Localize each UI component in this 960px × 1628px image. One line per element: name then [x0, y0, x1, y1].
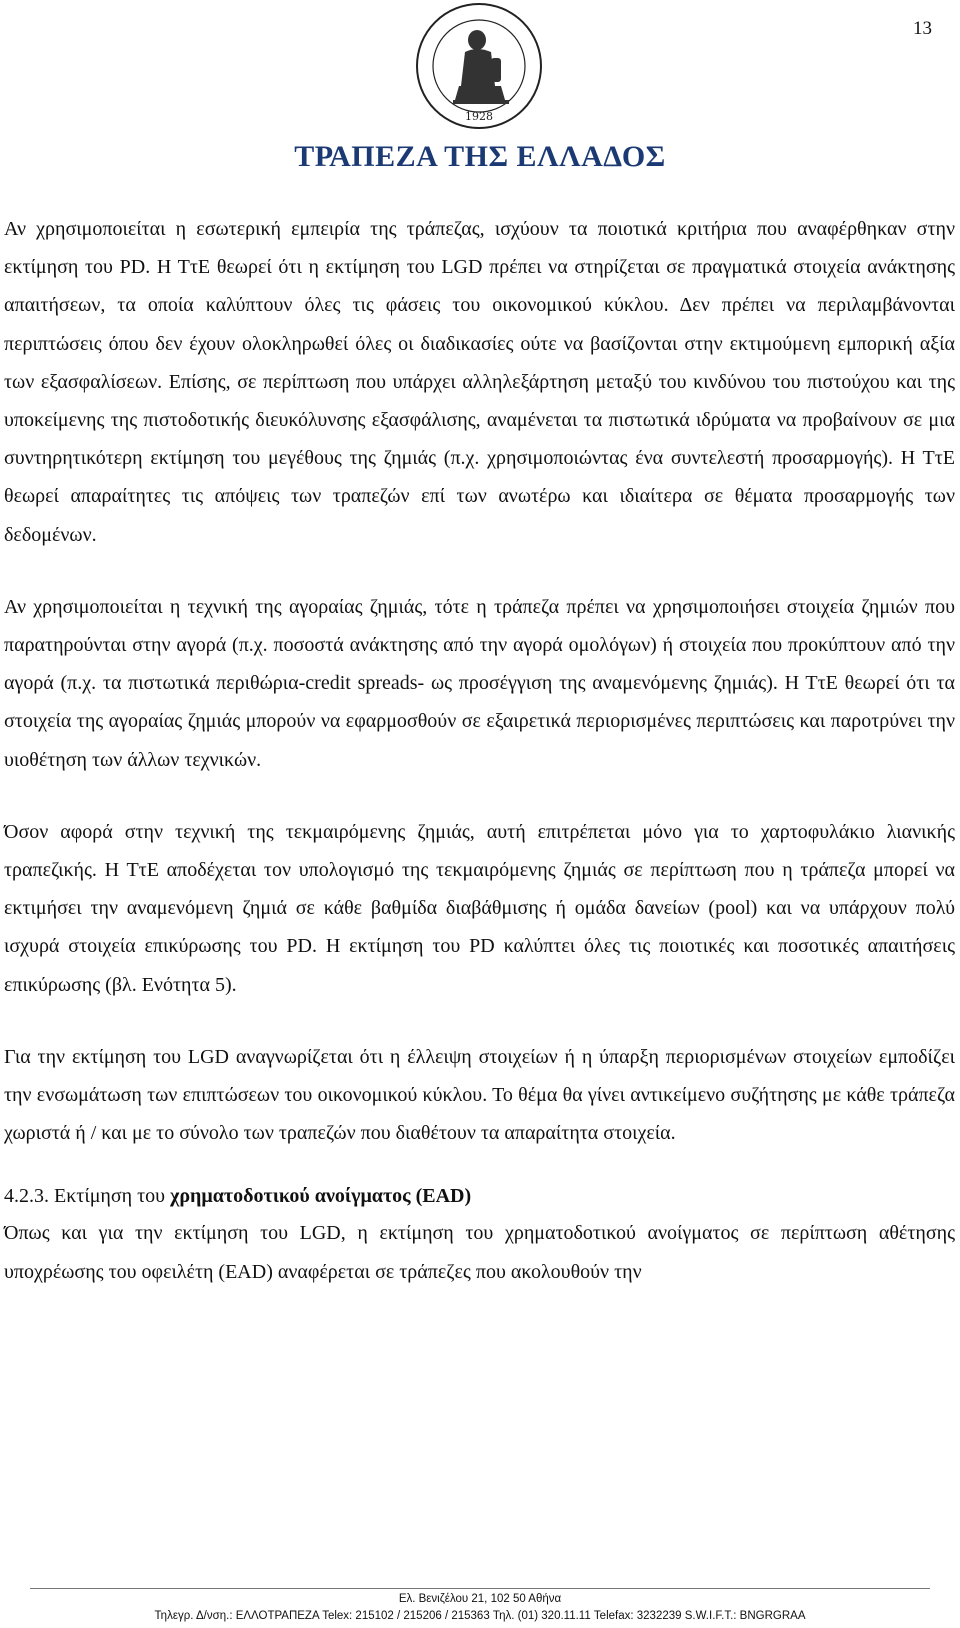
paragraph-ead: Όπως και για την εκτίμηση του LGD, η εκτίμηση του χρηματοδοτικού ανοίγματος σε περίπτωση αθέτησης υποχρέωσης του οφειλέτη (EAD) αναφέρεται σε τράπεζες που ακολουθούν την	[4, 1222, 955, 1283]
seal-year: 1928	[465, 110, 493, 123]
bank-seal	[413, 0, 545, 132]
section-heading	[4, 1178, 955, 1214]
paragraph-lgd-data-limits: Για την εκτίμηση του LGD αναγνωρίζεται ότι η έλλειψη στοιχείων ή η ύπαρξη περιορισμένων στοιχείων εμποδίζει την ενσωμάτωση των επιπτώσεων του οικονομικού κύκλου. Το θέμα θα γίνει αντικείμενο συζήτησης με κάθε τράπεζα χωριστά ή / και με το σύνολο των τραπεζών που διαθέτουν τα απαραίτητα στοιχεία.	[4, 1045, 955, 1145]
section-heading-title: χρηματοδοτικού ανοίγματος (EAD)	[170, 1185, 472, 1208]
page-number: 13	[913, 18, 932, 39]
paragraph-lgd-internal-experience: Αν χρησιμοποιείται η εσωτερική εμπειρία της τράπεζας, ισχύουν τα ποιοτικά κριτήρια που αναφέρθηκαν στην εκτίμηση του PD. Η ΤτΕ θεωρεί ότι η εκτίμηση του LGD πρέπει να στηρίζεται σε πραγματικά στοιχεία ανάκτησης απαιτήσεων, τα οποία καλύπτουν όλες τις φάσεις του οικονομικού κύκλου. Δεν πρέπει να περιλαμβάνονται περιπτώσεις όπου δεν έχουν ολοκληρωθεί όλες οι διαδικασίες ούτε να βασίζονται στην εκτιμούμενη εμπορική αξία των εξασφαλίσεων. Επίσης, σε περίπτωση που υπάρχει αλληλεξάρτηση μεταξύ του κινδύνου του πιστούχου και της υποκείμενης της πιστοδοτικής διευκόλυνσης εξασφάλισης, αναμένεται τα πιστωτικά ιδρύματα να προβαίνουν σε μια συντηρητικότερη εκτίμηση του μεγέθους της ζημιάς (π.χ. χρησιμοποιώντας ένα συντελεστή προσαρμογής). Η ΤτΕ θεωρεί απαραίτητες τις απόψεις των τραπεζών επί των ανωτέρω και ιδιαίτερα σε θέματα προσαρμογής των δεδομένων.	[4, 218, 955, 546]
paragraph-implied-loss: Όσον αφορά στην τεχνική της τεκμαιρόμενης ζημιάς, αυτή επιτρέπεται μόνο για το χαρτοφυλάκιο λιανικής τραπεζικής. Η ΤτΕ αποδέχεται τον υπολογισμό της τεκμαιρόμενης ζημιάς σε περίπτωση που η τράπεζα μπορεί να εκτιμήσει την αναμενόμενη ζημιά σε κάθε βαθμίδα διαβάθμισης ή ομάδα δανείων (pool) και να υπάρχουν πολύ ισχυρά στοιχεία επικύρωσης του PD. Η εκτίμηση του PD καλύπτει όλες τις ποιοτικές και ποσοτικές απαιτήσεις επικύρωσης (βλ. Ενότητα 5).	[4, 820, 955, 996]
paragraph-market-loss: Αν χρησιμοποιείται η τεχνική της αγοραίας ζημιάς, τότε η τράπεζα πρέπει να χρησιμοποιήσει στοιχεία ζημιών που παρατηρούνται στην αγορά (π.χ. ποσοστά ανάκτησης από την αγορά ομολόγων) ή στοιχεία που προκύπτουν από την αγορά (π.χ. τα πιστωτικά περιθώρια-credit spreads- ως προσέγγιση της αναμενόμενης ζημιάς). Η ΤτΕ θεωρεί ότι τα στοιχεία της αγοραίας ζημιάς μπορούν να εφαρμοσθούν σε εξαιρετικά περιορισμένες περιπτώσεις και παροτρύνει την υιοθέτηση των άλλων τεχνικών.	[4, 595, 955, 771]
footer-contacts: Τηλεγρ. Δ/νση.: ΕΛΛΟΤΡΑΠΕΖΑ Telex: 215102 / 215206 / 215363 Τηλ. (01) 320.11.11 Telefax: 3232239 S.W.I.F.T.: BNGRGRAA	[154, 1610, 806, 1622]
footer-address: Ελ. Βενιζέλου 21, 102 50 Αθήνα	[398, 1593, 562, 1605]
document-body	[4, 210, 955, 1291]
bank-title: ΤΡΑΠΕΖΑ ΤΗΣ ΕΛΛΑΔΟΣ	[294, 140, 666, 173]
section-heading-prefix: 4.2.3. Εκτίμηση του	[4, 1185, 171, 1208]
footer-divider	[30, 1588, 930, 1589]
